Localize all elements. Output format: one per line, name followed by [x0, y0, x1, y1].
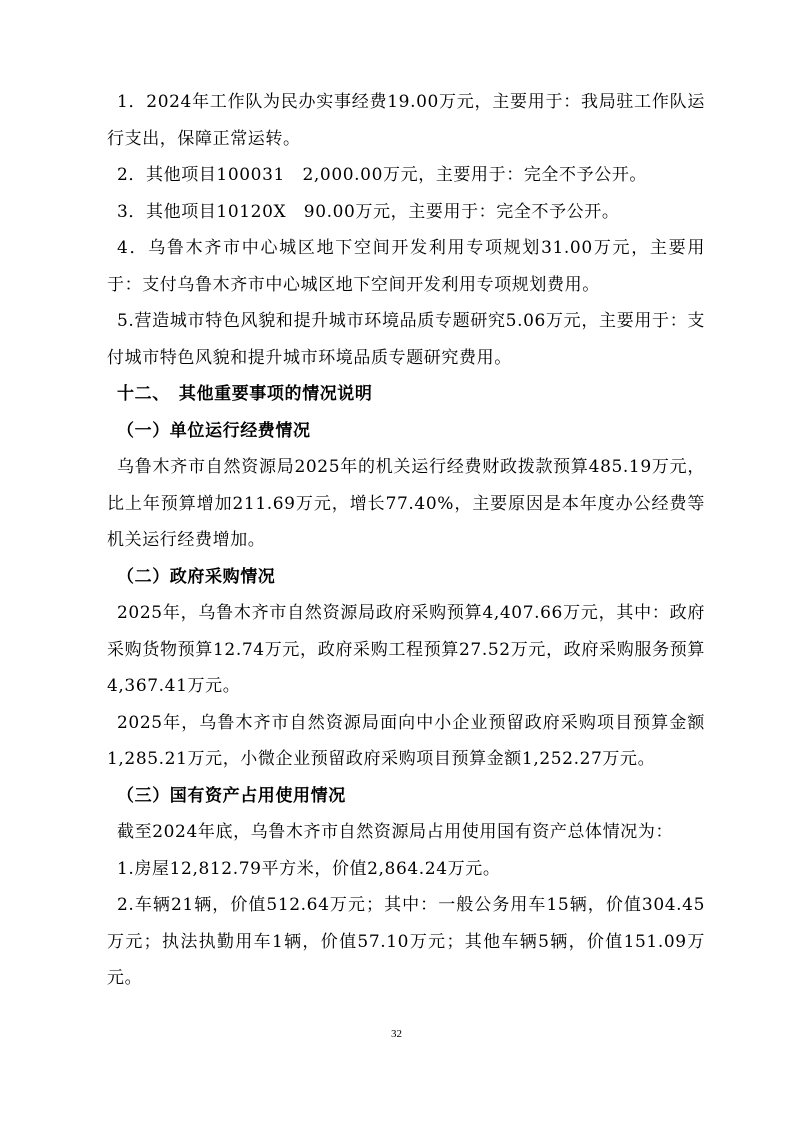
paragraph-item-2: 2．其他项目100031 2,000.00万元，主要用于：完全不予公开。 [117, 165, 648, 185]
paragraph-assets-housing: 1.房屋12,812.79平方米，价值2,864.24万元。 [117, 858, 501, 879]
subsection-heading-2: （二）政府采购情况 [117, 566, 276, 587]
page-content [107, 84, 705, 997]
paragraph-item-4: 4．乌鲁木齐市中心城区地下空间开发利用专项规划31.00万元，主要用于：支付乌鲁木齐市中心城区地下空间开发利用专项规划费用。 [107, 238, 705, 295]
page-number: 32 [391, 1028, 402, 1040]
paragraph-assets-vehicles: 2.车辆21辆，价值512.64万元；其中：一般公务用车15辆，价值304.45万元；执法执勤用车1辆，价值57.10万元；其他车辆5辆，价值151.09万元。 [107, 895, 705, 988]
paragraph-assets-intro: 截至2024年底，乌鲁木齐市自然资源局占用使用国有资产总体情况为： [117, 822, 674, 842]
paragraph-item-5: 5.营造城市特色风貌和提升城市环境品质专题研究5.06万元，主要用于：支付城市特色风貌和提升城市环境品质专题研究费用。 [107, 311, 705, 368]
subsection-heading-1: （一）单位运行经费情况 [117, 420, 311, 441]
paragraph-item-3: 3．其他项目10120X 90.00万元，主要用于：完全不予公开。 [117, 201, 620, 222]
section-heading-12: 十二、 其他重要事项的情况说明 [117, 384, 373, 404]
paragraph-sme-procurement: 2025年，乌鲁木齐市自然资源局面向中小企业预留政府采购项目预算金额1,285.21万元，小微企业预留政府采购项目预算金额1,252.27万元。 [107, 712, 705, 769]
paragraph-operating-expenses: 乌鲁木齐市自然资源局2025年的机关运行经费财政拨款预算485.19万元，比上年预算增加211.69万元，增长77.40%，主要原因是本年度办公经费等机关运行经费增加。 [107, 457, 705, 550]
subsection-heading-3: （三）国有资产占用使用情况 [117, 785, 346, 806]
paragraph-item-1: 1．2024年工作队为民办实事经费19.00万元，主要用于：我局驻工作队运行支出，保障正常运转。 [107, 92, 705, 149]
paragraph-procurement-budget: 2025年，乌鲁木齐市自然资源局政府采购预算4,407.66万元，其中：政府采购货物预算12.74万元，政府采购工程预算27.52万元，政府采购服务预算4,367.41万元。 [107, 603, 705, 696]
